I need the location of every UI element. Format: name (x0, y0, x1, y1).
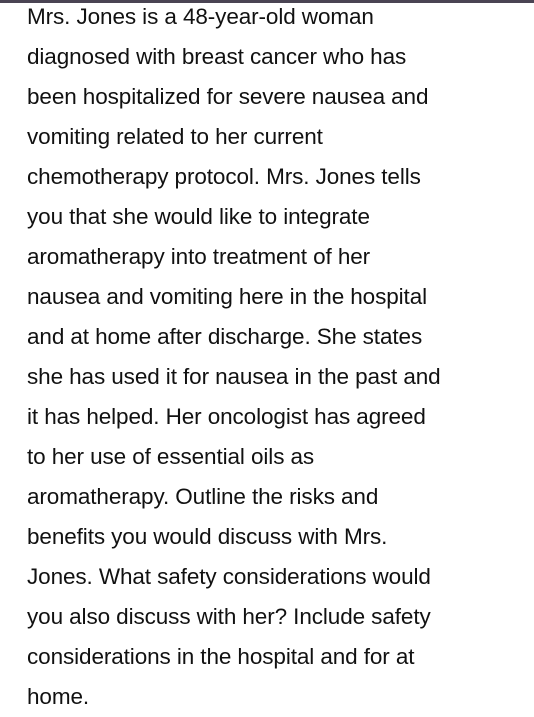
passage-line: aromatherapy. Outline the risks and (27, 484, 379, 509)
passage-line: Jones. What safety considerations would (27, 564, 431, 589)
passage-line: she has used it for nausea in the past and (27, 364, 441, 389)
passage-line: you also discuss with her? Include safety (27, 604, 431, 629)
passage-line: Mrs. Jones is a 48-year-old woman (27, 4, 374, 29)
passage-line: been hospitalized for severe nausea and (27, 84, 429, 109)
passage-line: it has helped. Her oncologist has agreed (27, 404, 426, 429)
passage-line: benefits you would discuss with Mrs. (27, 524, 388, 549)
passage-line: and at home after discharge. She states (27, 324, 423, 349)
passage-line: home. (27, 684, 90, 709)
question-passage (27, 0, 527, 717)
passage-line: to her use of essential oils as (27, 444, 315, 469)
passage-line: chemotherapy protocol. Mrs. Jones tells (27, 164, 421, 189)
passage-line: you that she would like to integrate (27, 204, 370, 229)
passage-line: vomiting related to her current (27, 124, 323, 149)
passage-line: diagnosed with breast cancer who has (27, 44, 407, 69)
passage-line: nausea and vomiting here in the hospital (27, 284, 428, 309)
passage-line: considerations in the hospital and for at (27, 644, 415, 669)
passage-line: aromatherapy into treatment of her (27, 244, 371, 269)
